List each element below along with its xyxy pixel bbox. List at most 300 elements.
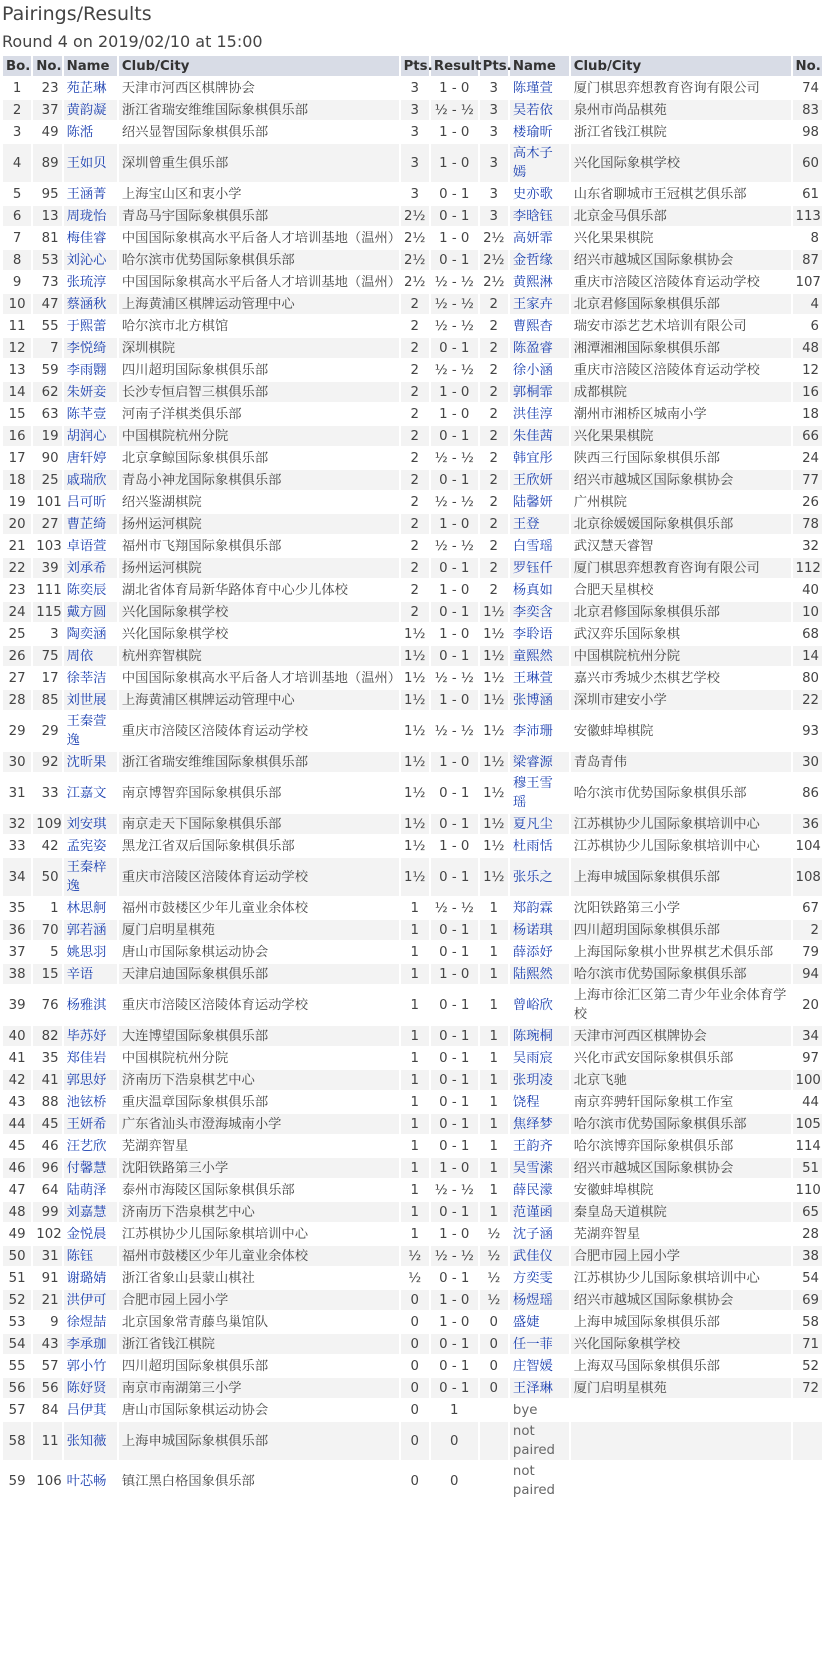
- player-name[interactable]: 徐莘洁: [64, 668, 117, 688]
- board-number: 59: [3, 1462, 31, 1500]
- opponent-name[interactable]: 薛民濛: [510, 1180, 569, 1200]
- player-number: 115: [33, 602, 61, 622]
- opponent-name[interactable]: 盛婕: [510, 1312, 569, 1332]
- player-number: 33: [33, 774, 61, 812]
- player-points: 0: [401, 1422, 429, 1460]
- player-name[interactable]: 孟宪姿: [64, 836, 117, 856]
- opponent-number: 67: [793, 898, 822, 918]
- opponent-name[interactable]: 洪佳淳: [510, 404, 569, 424]
- opponent-points: 2½: [480, 228, 508, 248]
- player-club: 四川超玥国际象棋俱乐部: [119, 1356, 399, 1376]
- player-club: 厦门启明星棋苑: [119, 920, 399, 940]
- opponent-name[interactable]: 徐小涵: [510, 360, 569, 380]
- opponent-number: 18: [793, 404, 822, 424]
- pairing-row: [3, 426, 822, 446]
- board-number: 26: [3, 646, 31, 666]
- opponent-club: 武汉慧天睿智: [571, 536, 791, 556]
- board-number: 16: [3, 426, 31, 446]
- player-name[interactable]: 卓语萱: [64, 536, 117, 556]
- game-result: 1 - 0: [431, 1312, 478, 1332]
- opponent-name[interactable]: 王琳萱: [510, 668, 569, 688]
- opponent-name[interactable]: 杨煜瑶: [510, 1290, 569, 1310]
- player-name[interactable]: 朱妍妾: [64, 382, 117, 402]
- opponent-club: 北京徐媛媛国际象棋俱乐部: [571, 514, 791, 534]
- opponent-number: 38: [793, 1246, 822, 1266]
- board-number: 55: [3, 1356, 31, 1376]
- player-points: 2: [401, 580, 429, 600]
- opponent-name[interactable]: 黄熙淋: [510, 272, 569, 292]
- opponent-club: 江苏棋协少儿国际象棋培训中心: [571, 836, 791, 856]
- game-result: ½ - ½: [431, 536, 478, 556]
- player-club: 福州市飞翔国际象棋俱乐部: [119, 536, 399, 556]
- opponent-name[interactable]: 张乐之: [510, 858, 569, 896]
- player-points: 2: [401, 492, 429, 512]
- player-points: 1: [401, 986, 429, 1024]
- player-number: 47: [33, 294, 61, 314]
- opponent-club: 哈尔滨市优势国际象棋俱乐部: [571, 774, 791, 812]
- player-points: 1: [401, 1048, 429, 1068]
- opponent-name[interactable]: 任一菲: [510, 1334, 569, 1354]
- player-points: 1: [401, 920, 429, 940]
- opponent-name[interactable]: 焦绎梦: [510, 1114, 569, 1134]
- player-number: 102: [33, 1224, 61, 1244]
- opponent-points: 1½: [480, 712, 508, 750]
- opponent-number: 48: [793, 338, 822, 358]
- opponent-number: 20: [793, 986, 822, 1024]
- player-points: 2: [401, 426, 429, 446]
- board-number: 23: [3, 580, 31, 600]
- opponent-name[interactable]: 王泽琳: [510, 1378, 569, 1398]
- player-points: 3: [401, 144, 429, 182]
- player-name[interactable]: 郭思妤: [64, 1070, 117, 1090]
- game-result: 1 - 0: [431, 514, 478, 534]
- opponent-club: 瑞安市添艺艺术培训有限公司: [571, 316, 791, 336]
- header-number-opponent: No.: [793, 56, 822, 76]
- opponent-number: 100: [793, 1070, 822, 1090]
- player-number: 89: [33, 144, 61, 182]
- opponent-name[interactable]: 吴雪潆: [510, 1158, 569, 1178]
- player-name[interactable]: 池铉桥: [64, 1092, 117, 1112]
- opponent-club: 中国棋院杭州分院: [571, 646, 791, 666]
- opponent-points: 3: [480, 144, 508, 182]
- opponent-name[interactable]: 王家卉: [510, 294, 569, 314]
- pairing-row: [3, 964, 822, 984]
- player-points: 1: [401, 898, 429, 918]
- player-name[interactable]: 刘安琪: [64, 814, 117, 834]
- player-name[interactable]: 胡润心: [64, 426, 117, 446]
- opponent-name[interactable]: 李奕含: [510, 602, 569, 622]
- header-club: Club/City: [119, 56, 399, 76]
- opponent-club: [571, 1422, 791, 1460]
- pairing-row: [3, 1356, 822, 1376]
- game-result: 1 - 0: [431, 122, 478, 142]
- opponent-club: [571, 1400, 791, 1420]
- player-club: 唐山市国际象棋运动协会: [119, 942, 399, 962]
- pairing-row: [3, 690, 822, 710]
- player-name[interactable]: 戴方圆: [64, 602, 117, 622]
- opponent-points: 2: [480, 536, 508, 556]
- opponent-number: 58: [793, 1312, 822, 1332]
- game-result: ½ - ½: [431, 668, 478, 688]
- game-result: 1 - 0: [431, 144, 478, 182]
- opponent-points: 2: [480, 360, 508, 380]
- opponent-club: 上海申城国际象棋俱乐部: [571, 858, 791, 896]
- opponent-name[interactable]: 李聆语: [510, 624, 569, 644]
- player-club: 青岛小神龙国际象棋俱乐部: [119, 470, 399, 490]
- player-name[interactable]: 王如贝: [64, 144, 117, 182]
- player-points: 1½: [401, 712, 429, 750]
- player-club: 南京市南湖第三小学: [119, 1378, 399, 1398]
- opponent-club: 深圳市建安小学: [571, 690, 791, 710]
- player-name[interactable]: 毕苏妤: [64, 1026, 117, 1046]
- opponent-points: 3: [480, 206, 508, 226]
- player-club: 合肥市园上园小学: [119, 1290, 399, 1310]
- opponent-points: [480, 1462, 508, 1500]
- player-name[interactable]: 刘承希: [64, 558, 117, 578]
- opponent-name[interactable]: 楼瑜昕: [510, 122, 569, 142]
- opponent-name[interactable]: 杜雨恬: [510, 836, 569, 856]
- player-club: 浙江省钱江棋院: [119, 1334, 399, 1354]
- player-points: 2: [401, 360, 429, 380]
- opponent-name[interactable]: 方奕雯: [510, 1268, 569, 1288]
- player-name[interactable]: 杨雅淇: [64, 986, 117, 1024]
- player-name[interactable]: 陈芊壹: [64, 404, 117, 424]
- player-points: 2½: [401, 206, 429, 226]
- player-points: 1: [401, 942, 429, 962]
- opponent-name[interactable]: 史亦歌: [510, 184, 569, 204]
- opponent-club: 上海市徐汇区第二青少年业余体育学校: [571, 986, 791, 1024]
- opponent-points: 1: [480, 1114, 508, 1134]
- header-points-opponent: Pts.: [480, 56, 508, 76]
- opponent-number: 113: [793, 206, 822, 226]
- opponent-number: 114: [793, 1136, 822, 1156]
- board-number: 11: [3, 316, 31, 336]
- opponent-name[interactable]: 白雪瑶: [510, 536, 569, 556]
- player-club: 绍兴鉴湖棋院: [119, 492, 399, 512]
- pairing-row: [3, 1136, 822, 1156]
- opponent-number: [793, 1462, 822, 1500]
- opponent-name[interactable]: 王韵齐: [510, 1136, 569, 1156]
- opponent-points: 2: [480, 448, 508, 468]
- opponent-club: 秦皇岛天道棋院: [571, 1202, 791, 1222]
- opponent-name[interactable]: 杨诺琪: [510, 920, 569, 940]
- player-name[interactable]: 吕可昕: [64, 492, 117, 512]
- opponent-name[interactable]: 庄智媛: [510, 1356, 569, 1376]
- opponent-name[interactable]: 夏凡尘: [510, 814, 569, 834]
- player-name[interactable]: 戚瑞欣: [64, 470, 117, 490]
- pairing-row: [3, 712, 822, 750]
- opponent-club: 厦门棋思弈想教育咨询有限公司: [571, 78, 791, 98]
- opponent-name[interactable]: 吴雨宸: [510, 1048, 569, 1068]
- game-result: 0 - 1: [431, 1136, 478, 1156]
- player-number: 15: [33, 964, 61, 984]
- player-name[interactable]: 梅佳睿: [64, 228, 117, 248]
- opponent-name[interactable]: 张博涵: [510, 690, 569, 710]
- player-name[interactable]: 王秦萱逸: [64, 712, 117, 750]
- player-name[interactable]: 蔡涵秋: [64, 294, 117, 314]
- player-name[interactable]: 李雨翾: [64, 360, 117, 380]
- opponent-points: 1: [480, 1070, 508, 1090]
- player-name[interactable]: 陈奕辰: [64, 580, 117, 600]
- player-number: 39: [33, 558, 61, 578]
- player-name[interactable]: 刘嘉慧: [64, 1202, 117, 1222]
- player-name[interactable]: 汪艺欣: [64, 1136, 117, 1156]
- opponent-name[interactable]: 陈瑾萱: [510, 78, 569, 98]
- player-name[interactable]: 叶芯畅: [64, 1462, 117, 1500]
- player-name[interactable]: 王妍希: [64, 1114, 117, 1134]
- player-number: 5: [33, 942, 61, 962]
- opponent-points: [480, 1422, 508, 1460]
- player-club: 江苏棋协少儿国际象棋培训中心: [119, 1224, 399, 1244]
- opponent-name[interactable]: 沈子涵: [510, 1224, 569, 1244]
- opponent-number: 14: [793, 646, 822, 666]
- game-result: 0 - 1: [431, 250, 478, 270]
- board-number: 30: [3, 752, 31, 772]
- player-number: 96: [33, 1158, 61, 1178]
- opponent-name[interactable]: 薛添妤: [510, 942, 569, 962]
- opponent-club: 湘潭湘湘国际象棋俱乐部: [571, 338, 791, 358]
- player-club: 广东省汕头市澄海城南小学: [119, 1114, 399, 1134]
- player-name[interactable]: 郭若涵: [64, 920, 117, 940]
- opponent-name[interactable]: 杨真如: [510, 580, 569, 600]
- player-number: 29: [33, 712, 61, 750]
- player-name[interactable]: 郭小竹: [64, 1356, 117, 1376]
- player-name[interactable]: 陆萌泽: [64, 1180, 117, 1200]
- opponent-number: [793, 1422, 822, 1460]
- player-number: 82: [33, 1026, 61, 1046]
- opponent-club: 北京君修国际象棋俱乐部: [571, 294, 791, 314]
- player-points: 2½: [401, 228, 429, 248]
- opponent-club: 陕西三行国际象棋俱乐部: [571, 448, 791, 468]
- game-result: 0 - 1: [431, 1334, 478, 1354]
- pairing-row: [3, 492, 822, 512]
- pairing-row: [3, 646, 822, 666]
- opponent-club: 绍兴市越城区国际象棋协会: [571, 250, 791, 270]
- player-name[interactable]: 刘世展: [64, 690, 117, 710]
- opponent-points: [480, 1400, 508, 1420]
- player-name[interactable]: 沈昕果: [64, 752, 117, 772]
- pairing-row: [3, 1092, 822, 1112]
- game-result: 0 - 1: [431, 206, 478, 226]
- player-number: 84: [33, 1400, 61, 1420]
- player-club: 北京拿鲸国际象棋俱乐部: [119, 448, 399, 468]
- player-name[interactable]: 陈湉: [64, 122, 117, 142]
- player-points: 0: [401, 1290, 429, 1310]
- pairing-row: [3, 144, 822, 182]
- player-name[interactable]: 辛语: [64, 964, 117, 984]
- opponent-points: 1½: [480, 624, 508, 644]
- opponent-name[interactable]: 陆馨妍: [510, 492, 569, 512]
- opponent-points: 1: [480, 1026, 508, 1046]
- opponent-number: 74: [793, 78, 822, 98]
- player-number: 46: [33, 1136, 61, 1156]
- player-points: 1½: [401, 814, 429, 834]
- pairings-table: [1, 54, 824, 1502]
- board-number: 56: [3, 1378, 31, 1398]
- player-name[interactable]: 郑佳岩: [64, 1048, 117, 1068]
- player-number: 88: [33, 1092, 61, 1112]
- game-result: 1 - 0: [431, 78, 478, 98]
- pairing-row: [3, 448, 822, 468]
- game-result: 0 - 1: [431, 470, 478, 490]
- player-club: 浙江省象山县蒙山棋社: [119, 1268, 399, 1288]
- player-name[interactable]: 张琉淳: [64, 272, 117, 292]
- board-number: 31: [3, 774, 31, 812]
- opponent-name[interactable]: 陆熙然: [510, 964, 569, 984]
- player-name[interactable]: 吕伊萁: [64, 1400, 117, 1420]
- game-result: 1 - 0: [431, 836, 478, 856]
- board-number: 8: [3, 250, 31, 270]
- opponent-name[interactable]: 梁睿源: [510, 752, 569, 772]
- opponent-points: 2: [480, 492, 508, 512]
- opponent-points: 1: [480, 986, 508, 1024]
- player-name[interactable]: 江嘉文: [64, 774, 117, 812]
- opponent-points: 1½: [480, 752, 508, 772]
- player-name[interactable]: 刘沁心: [64, 250, 117, 270]
- game-result: 1 - 0: [431, 228, 478, 248]
- player-club: 中国棋院杭州分院: [119, 426, 399, 446]
- opponent-number: 93: [793, 712, 822, 750]
- player-club: 扬州运河棋院: [119, 514, 399, 534]
- player-points: 0: [401, 1400, 429, 1420]
- opponent-points: 0: [480, 1356, 508, 1376]
- game-result: 0 - 1: [431, 426, 478, 446]
- player-club: 中国国际象棋高水平后备人才培训基地（温州）: [119, 272, 399, 292]
- player-club: 重庆市涪陵区涪陵体育运动学校: [119, 858, 399, 896]
- player-points: 2: [401, 536, 429, 556]
- opponent-points: ½: [480, 1290, 508, 1310]
- player-name[interactable]: 林思舸: [64, 898, 117, 918]
- opponent-points: 1: [480, 964, 508, 984]
- opponent-number: 65: [793, 1202, 822, 1222]
- player-number: 1: [33, 898, 61, 918]
- player-name[interactable]: 黄韵凝: [64, 100, 117, 120]
- player-club: 唐山市国际象棋运动协会: [119, 1400, 399, 1420]
- opponent-name[interactable]: 郑韵霖: [510, 898, 569, 918]
- board-number: 21: [3, 536, 31, 556]
- player-name[interactable]: 徐煜喆: [64, 1312, 117, 1332]
- opponent-name[interactable]: 范谨函: [510, 1202, 569, 1222]
- opponent-number: 80: [793, 668, 822, 688]
- player-name[interactable]: 张知薇: [64, 1422, 117, 1460]
- player-number: 7: [33, 338, 61, 358]
- player-name[interactable]: 姚思羽: [64, 942, 117, 962]
- board-number: 2: [3, 100, 31, 120]
- opponent-club: 上海双马国际象棋俱乐部: [571, 1356, 791, 1376]
- player-points: 3: [401, 184, 429, 204]
- pairing-row: [3, 470, 822, 490]
- board-number: 32: [3, 814, 31, 834]
- player-name[interactable]: 王涵菁: [64, 184, 117, 204]
- player-name[interactable]: 洪伊可: [64, 1290, 117, 1310]
- player-club: 镇江黑白格国象俱乐部: [119, 1462, 399, 1500]
- opponent-name[interactable]: 李晗钰: [510, 206, 569, 226]
- opponent-club: 北京君修国际象棋俱乐部: [571, 602, 791, 622]
- opponent-name[interactable]: 金哲缘: [510, 250, 569, 270]
- player-number: 3: [33, 624, 61, 644]
- player-points: 1½: [401, 774, 429, 812]
- player-name[interactable]: 王秦梓逸: [64, 858, 117, 896]
- pairing-row: [3, 316, 822, 336]
- player-name[interactable]: 陈妤贤: [64, 1378, 117, 1398]
- opponent-name[interactable]: 吴若依: [510, 100, 569, 120]
- opponent-club: 浙江省钱江棋院: [571, 122, 791, 142]
- pairing-row: [3, 122, 822, 142]
- opponent-name[interactable]: 饶程: [510, 1092, 569, 1112]
- player-name[interactable]: 谢璐婧: [64, 1268, 117, 1288]
- opponent-points: 1½: [480, 774, 508, 812]
- player-points: 2: [401, 338, 429, 358]
- opponent-name[interactable]: 曾峪欣: [510, 986, 569, 1024]
- player-points: 0: [401, 1312, 429, 1332]
- pairing-row: [3, 100, 822, 120]
- player-name[interactable]: 陶奕涵: [64, 624, 117, 644]
- opponent-points: 3: [480, 122, 508, 142]
- opponent-name[interactable]: 武佳仪: [510, 1246, 569, 1266]
- pairing-row: [3, 558, 822, 578]
- opponent-name[interactable]: 王登: [510, 514, 569, 534]
- player-number: 9: [33, 1312, 61, 1332]
- opponent-name[interactable]: 穆王雪瑶: [510, 774, 569, 812]
- game-result: ½ - ½: [431, 294, 478, 314]
- opponent-name[interactable]: 王欣妍: [510, 470, 569, 490]
- opponent-name[interactable]: 曹熙杳: [510, 316, 569, 336]
- player-name[interactable]: 金悦晨: [64, 1224, 117, 1244]
- player-number: 41: [33, 1070, 61, 1090]
- opponent-number: 51: [793, 1158, 822, 1178]
- opponent-club: 合肥市园上园小学: [571, 1246, 791, 1266]
- player-name[interactable]: 周珑怡: [64, 206, 117, 226]
- player-name[interactable]: 李悦绮: [64, 338, 117, 358]
- opponent-points: 2: [480, 558, 508, 578]
- board-number: 19: [3, 492, 31, 512]
- opponent-name[interactable]: 朱佳茜: [510, 426, 569, 446]
- player-name[interactable]: 于熙蕾: [64, 316, 117, 336]
- opponent-name[interactable]: 罗钰仟: [510, 558, 569, 578]
- opponent-name[interactable]: 陈琬桐: [510, 1026, 569, 1046]
- opponent-name[interactable]: 陈盈睿: [510, 338, 569, 358]
- opponent-club: 哈尔滨市优势国际象棋俱乐部: [571, 964, 791, 984]
- player-name[interactable]: 周依: [64, 646, 117, 666]
- player-number: 53: [33, 250, 61, 270]
- opponent-name[interactable]: 韩宜彤: [510, 448, 569, 468]
- opponent-name[interactable]: 童熙然: [510, 646, 569, 666]
- opponent-number: 83: [793, 100, 822, 120]
- player-points: 1: [401, 1224, 429, 1244]
- player-name[interactable]: 苑芷琳: [64, 78, 117, 98]
- player-name[interactable]: 付馨慧: [64, 1158, 117, 1178]
- player-club: 重庆温章国际象棋俱乐部: [119, 1092, 399, 1112]
- player-club: 中国棋院杭州分院: [119, 1048, 399, 1068]
- player-name[interactable]: 唐轩婷: [64, 448, 117, 468]
- opponent-name[interactable]: 张玥凌: [510, 1070, 569, 1090]
- player-name[interactable]: 陈钰: [64, 1246, 117, 1266]
- opponent-name[interactable]: 高木子嫣: [510, 144, 569, 182]
- game-result: 1 - 0: [431, 404, 478, 424]
- board-number: 54: [3, 1334, 31, 1354]
- board-number: 3: [3, 122, 31, 142]
- opponent-name[interactable]: 李沛珊: [510, 712, 569, 750]
- opponent-number: 104: [793, 836, 822, 856]
- player-name[interactable]: 曹芷绮: [64, 514, 117, 534]
- opponent-name[interactable]: 郭桐霏: [510, 382, 569, 402]
- opponent-name[interactable]: 高妍霏: [510, 228, 569, 248]
- opponent-points: ½: [480, 1246, 508, 1266]
- opponent-name: not paired: [510, 1462, 569, 1500]
- player-name[interactable]: 李承珈: [64, 1334, 117, 1354]
- opponent-club: 上海申城国际象棋俱乐部: [571, 1312, 791, 1332]
- opponent-number: 94: [793, 964, 822, 984]
